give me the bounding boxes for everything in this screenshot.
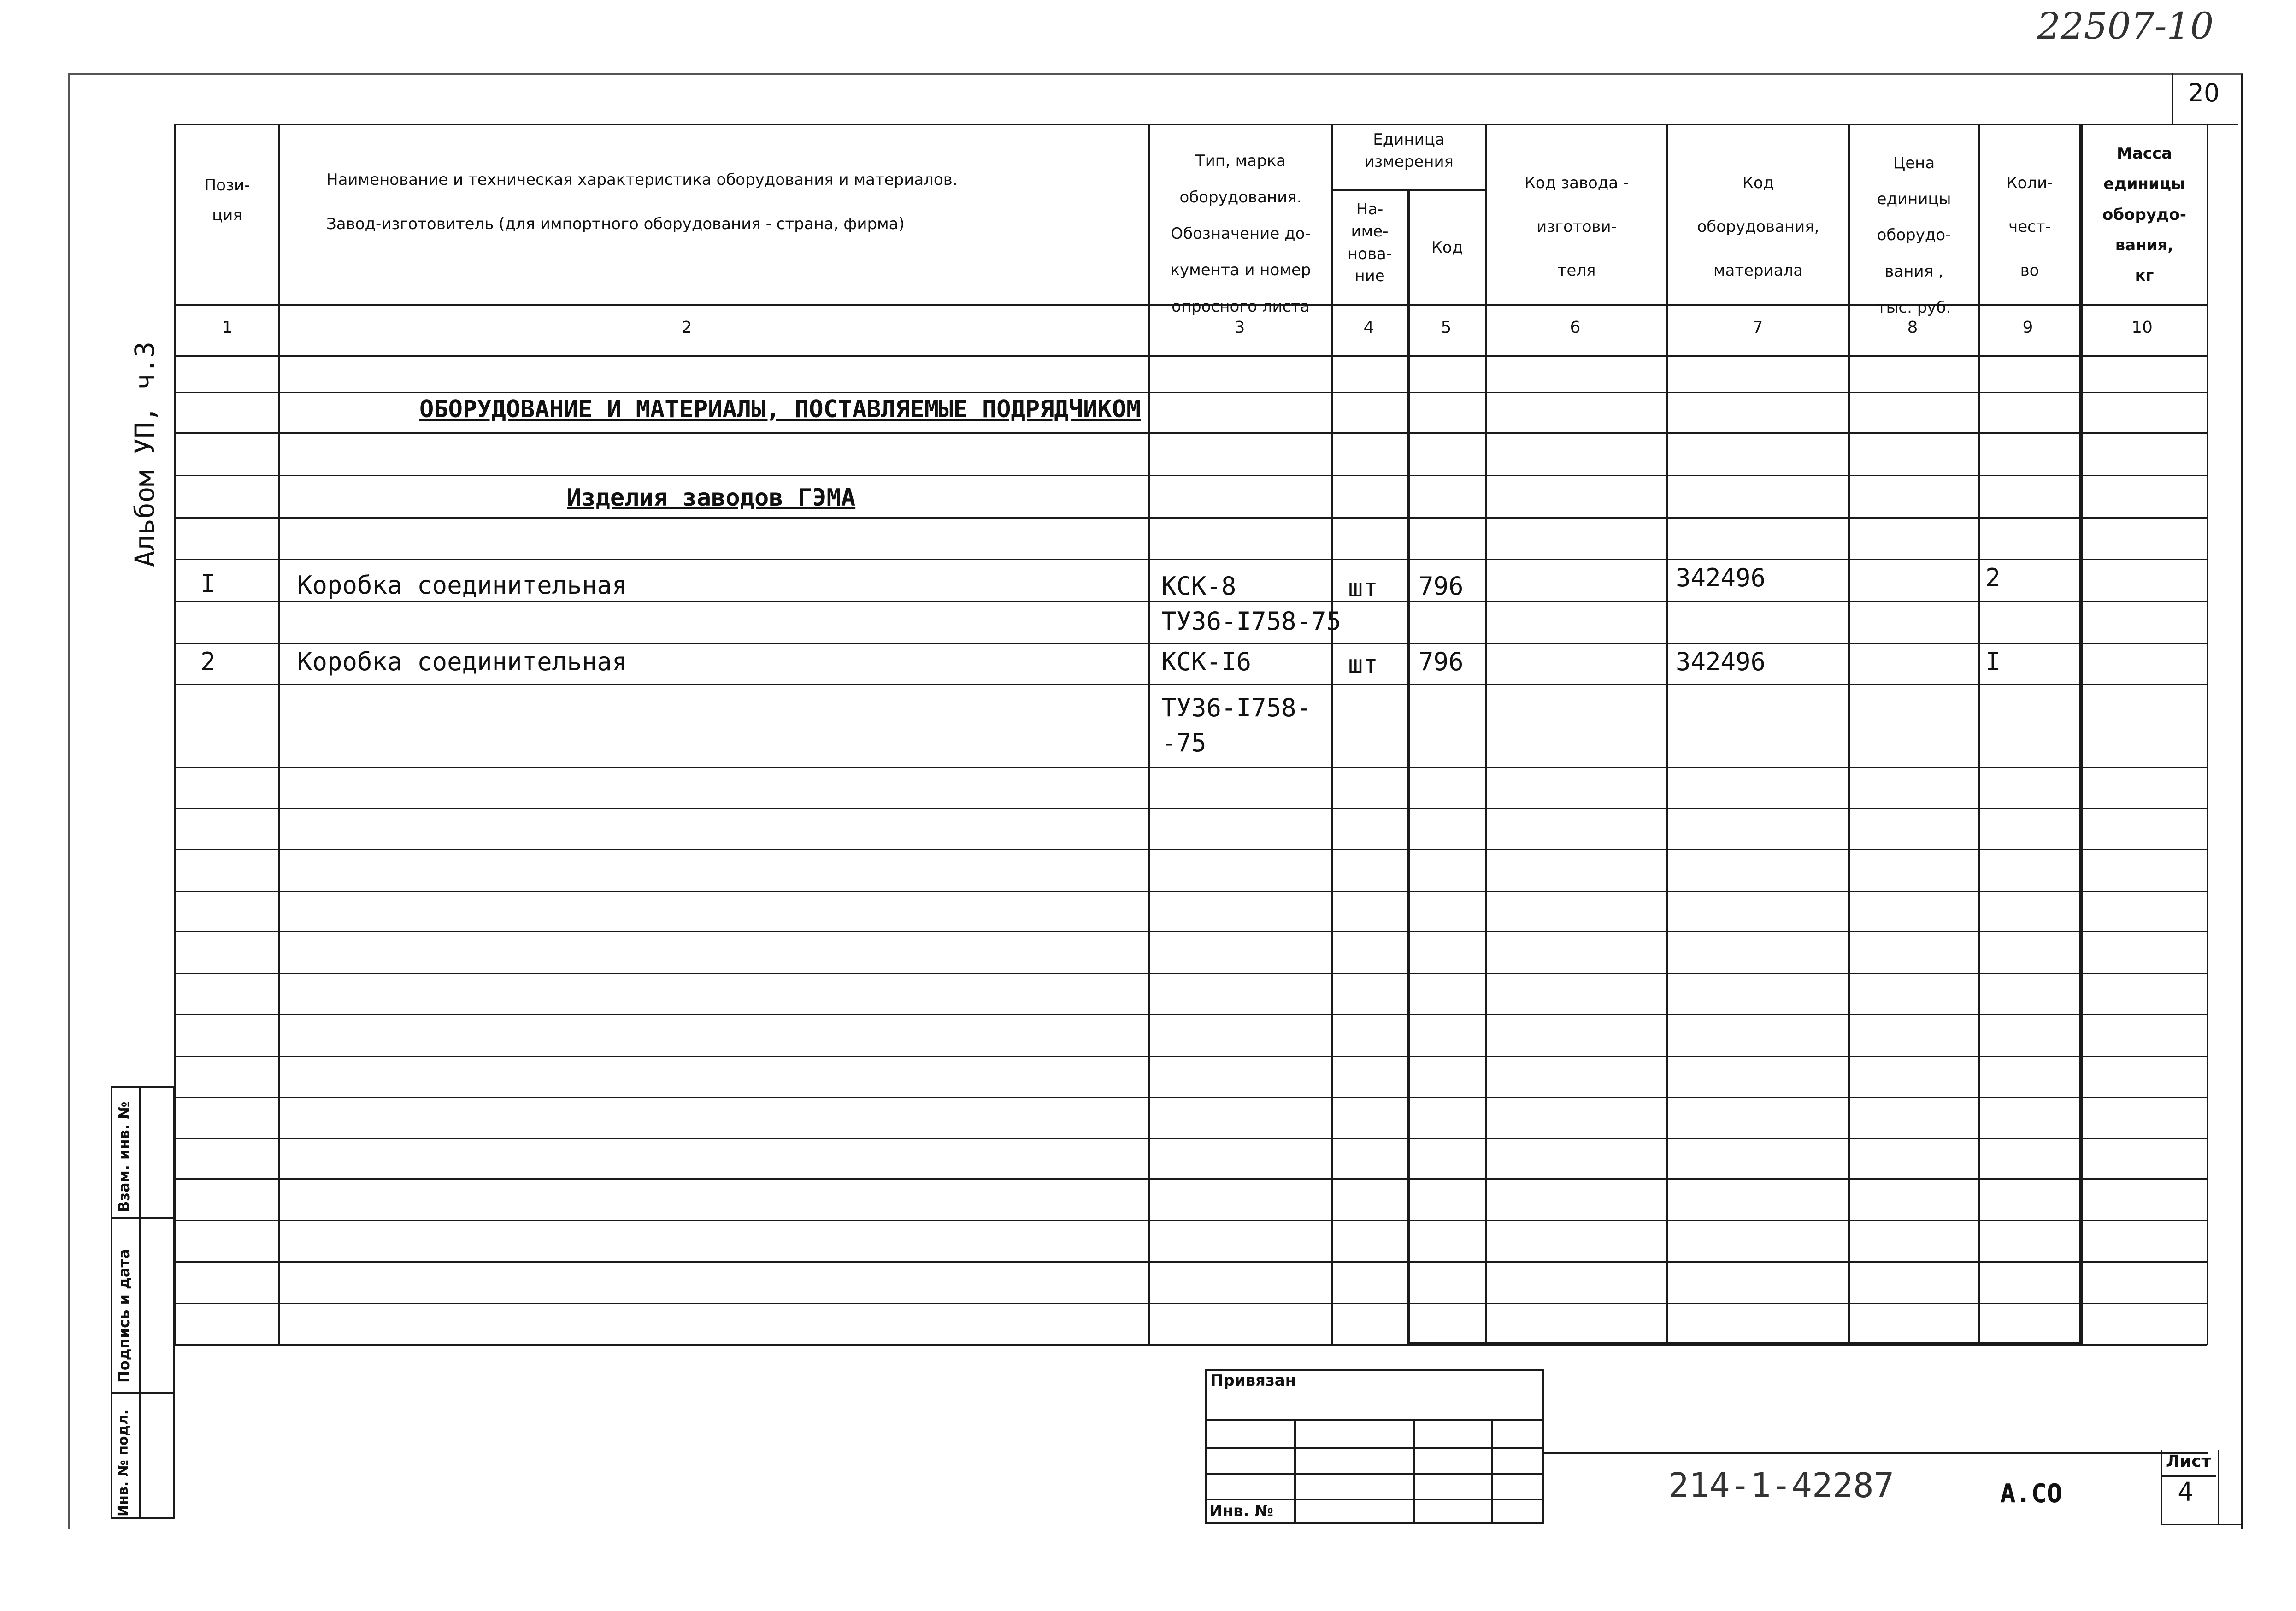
- col-number-3: 3: [1234, 318, 1245, 337]
- row1-unit-code: 796: [1419, 572, 1464, 601]
- header-unit-group: Единица измерения: [1364, 130, 1454, 171]
- privyazan-label: Привязан: [1210, 1371, 1296, 1390]
- inv-number-label: Инв. №: [1209, 1502, 1274, 1520]
- page-number: 20: [2188, 78, 2220, 107]
- header-price: Цена единицы оборудо- вания , тыс. руб.: [1877, 154, 1951, 317]
- row1-position: I: [200, 569, 216, 598]
- row2-name: Коробка соединительная: [297, 647, 627, 676]
- col-number-9: 9: [2022, 318, 2033, 337]
- doc-suffix: А.СО: [2000, 1479, 2062, 1509]
- header-material-code: Код оборудования, материала: [1697, 174, 1819, 280]
- row2-type-doc: ТУ36-I758-: [1161, 693, 1312, 722]
- header-factory-code: Код завода - изготови- теля: [1524, 174, 1629, 280]
- header-mass: Масса единицы оборудо- вания, кг: [2102, 144, 2186, 285]
- col-number-6: 6: [1570, 318, 1581, 337]
- row2-type: КСК-I6: [1161, 647, 1252, 676]
- subsection-title: Изделия заводов ГЭМА: [567, 484, 856, 512]
- col-number-8: 8: [1907, 318, 1918, 337]
- col-number-5: 5: [1441, 318, 1452, 337]
- row2-unit: шт: [1348, 650, 1378, 679]
- doc-number-handwritten: 22507-10: [2037, 5, 2214, 47]
- row1-material-code: 342496: [1676, 563, 1766, 592]
- row2-unit-code: 796: [1419, 647, 1464, 676]
- row2-quantity: I: [1985, 647, 2001, 676]
- row1-name: Коробка соединительная: [297, 571, 627, 600]
- row1-unit: шт: [1348, 573, 1378, 602]
- side-stamp-inv-replace: Взам. инв. №: [115, 1101, 133, 1212]
- header-quantity: Коли- чест- во: [2006, 174, 2053, 280]
- header-type: Тип, марка оборудования. Обозначение до- кумента и номер опросного листа: [1170, 152, 1311, 316]
- sheet-label: Лист: [2166, 1452, 2211, 1471]
- col-number-7: 7: [1752, 318, 1763, 337]
- row1-type-doc: ТУ36-I758-75: [1161, 607, 1342, 636]
- sheet-number: 4: [2178, 1477, 2193, 1507]
- side-stamp-sign-date: Подпись и дата: [115, 1249, 133, 1383]
- col-number-2: 2: [681, 318, 692, 337]
- header-unit-code: Код: [1431, 238, 1463, 257]
- header-name: Наименование и техническая характеристика оборудования и материалов. Завод-изготовитель (для импортного оборудования - страна, фирма): [326, 171, 958, 233]
- col-number-10: 10: [2131, 318, 2153, 337]
- col-number-1: 1: [222, 318, 233, 337]
- side-stamp-inv-orig: Инв. № подл.: [115, 1409, 131, 1517]
- row2-position: 2: [200, 647, 216, 676]
- row1-quantity: 2: [1985, 563, 2001, 592]
- doc-code: 214-1-42287: [1668, 1466, 1895, 1505]
- section-title: ОБОРУДОВАНИЕ И МАТЕРИАЛЫ, ПОСТАВЛЯЕМЫЕ ПОДРЯДЧИКОМ: [419, 395, 1141, 423]
- album-side-label: Альбом УП, ч.3: [129, 342, 160, 567]
- col-number-4: 4: [1363, 318, 1374, 337]
- row2-type-doc-cont: -75: [1161, 728, 1207, 757]
- header-unit-name: На- име- нова- ние: [1347, 200, 1392, 285]
- row1-type: КСК-8: [1161, 572, 1236, 601]
- header-position: Пози- ция: [204, 176, 250, 224]
- row2-material-code: 342496: [1676, 647, 1766, 676]
